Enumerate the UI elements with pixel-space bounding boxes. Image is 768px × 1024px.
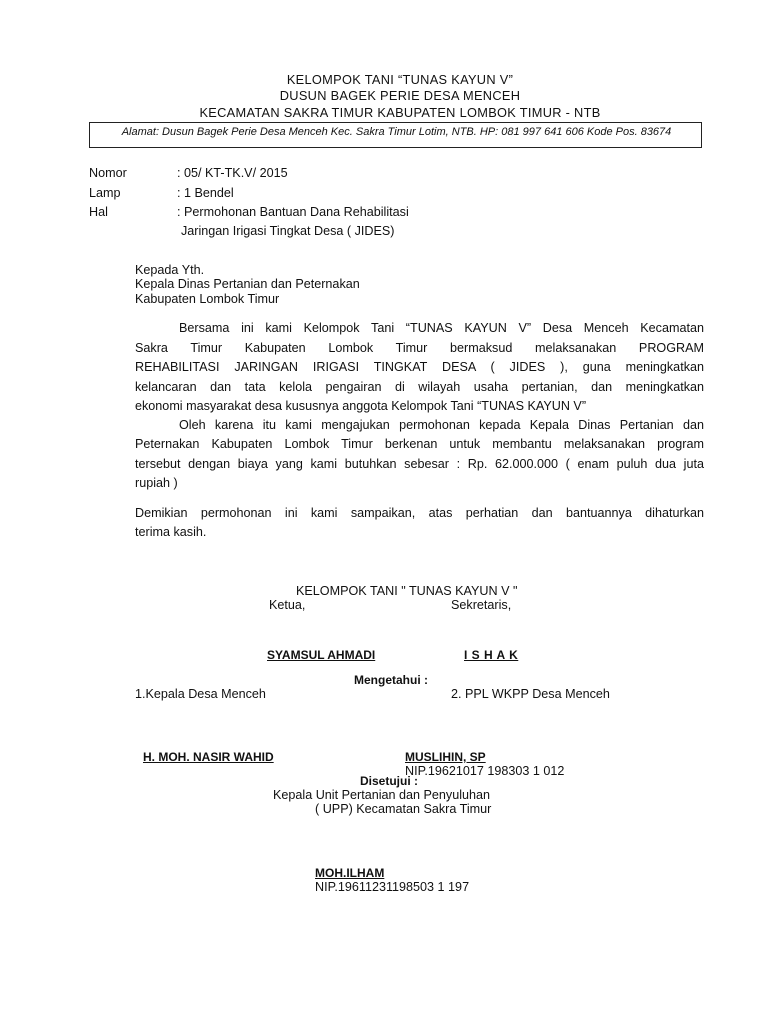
lamp-label: Lamp — [89, 186, 121, 200]
ketua-name: SYAMSUL AHMADI — [267, 648, 376, 662]
sekretaris-name: I S H A K — [464, 648, 519, 662]
letterhead-org-name: KELOMPOK TANI “TUNAS KAYUN V” — [286, 72, 514, 87]
ppl-nip: NIP.19621017 198303 1 012 — [405, 764, 565, 778]
body-p3-line1: Demikian permohonan ini kami sampaikan, atas perhatian dan bantuannya dihaturkan — [135, 506, 704, 520]
address-text: Alamat: Dusun Bagek Perie Desa Menceh Kec. Sakra Timur Lotim, NTB. HP: 081 997 641 606 Kode Pos. 83674 — [121, 126, 672, 138]
recipient-title: Kepala Dinas Pertanian dan Peternakan — [135, 277, 360, 291]
ppl-role: 2. PPL WKPP Desa Menceh — [451, 687, 610, 701]
address-box — [89, 122, 702, 148]
upp-name: MOH.ILHAM — [315, 866, 385, 880]
hal-value-line1: : Permohonan Bantuan Dana Rehabilitasi — [177, 205, 409, 219]
body-p3-line2: terima kasih. — [135, 525, 207, 539]
lamp-value: : 1 Bendel — [177, 186, 234, 200]
signature-org-name: KELOMPOK TANI " TUNAS KAYUN V " — [296, 584, 518, 598]
kepala-desa-name: H. MOH. NASIR WAHID — [143, 750, 274, 764]
body-p1-line2: Sakra Timur Kabupaten Lombok Timur bermaksud melaksanakan PROGRAM — [135, 341, 704, 355]
mengetahui-label: Mengetahui : — [354, 673, 428, 687]
body-p2-line1: Oleh karena itu kami mengajukan permohonan kepada Kepala Dinas Pertanian dan — [179, 418, 704, 432]
body-p1-line3: REHABILITASI JARINGAN IRIGASI TINGKAT DESA ( JIDES ), guna meningkatkan — [135, 360, 704, 374]
body-p1-line5: ekonomi masyarakat desa kususnya anggota Kelompok Tani “TUNAS KAYUN V” — [135, 399, 587, 413]
hal-label: Hal — [89, 205, 108, 219]
body-p2-line4: rupiah ) — [135, 476, 178, 490]
letterhead-district: KECAMATAN SAKRA TIMUR KABUPATEN LOMBOK TIMUR - NTB — [199, 105, 601, 120]
disetujui-label: Disetujui : — [360, 774, 419, 788]
body-p1-line1: Bersama ini kami Kelompok Tani “TUNAS KAYUN V” Desa Menceh Kecamatan — [179, 321, 704, 335]
recipient-location: Kabupaten Lombok Timur — [135, 292, 280, 306]
body-p2-line2: Peternakan Kabupaten Lombok Timur berkenan untuk membantu melaksanakan program — [135, 437, 704, 451]
body-p1-line4: kelancaran dan tata kelola pengairan di wilayah usaha pertanian, dan meningkatkan — [135, 380, 704, 394]
ketua-label: Ketua, — [269, 598, 306, 612]
upp-title-line1: Kepala Unit Pertanian dan Penyuluhan — [273, 788, 491, 802]
body-p2-line3: tersebut dengan biaya yang kami butuhkan sebesar : Rp. 62.000.000 ( enam puluh dua juta — [135, 457, 704, 471]
nomor-label: Nomor — [89, 166, 127, 180]
kepala-desa-role: 1.Kepala Desa Menceh — [135, 687, 266, 701]
nomor-value: : 05/ KT-TK.V/ 2015 — [177, 166, 288, 180]
upp-title-line2: ( UPP) Kecamatan Sakra Timur — [315, 802, 492, 816]
recipient-greeting: Kepada Yth. — [135, 263, 205, 277]
hal-value-line2: Jaringan Irigasi Tingkat Desa ( JIDES) — [181, 224, 395, 238]
letterhead-village: DUSUN BAGEK PERIE DESA MENCEH — [279, 88, 521, 103]
upp-nip: NIP.19611231198503 1 197 — [315, 880, 470, 894]
sekretaris-label: Sekretaris, — [451, 598, 512, 612]
ppl-name: MUSLIHIN, SP — [405, 750, 486, 764]
